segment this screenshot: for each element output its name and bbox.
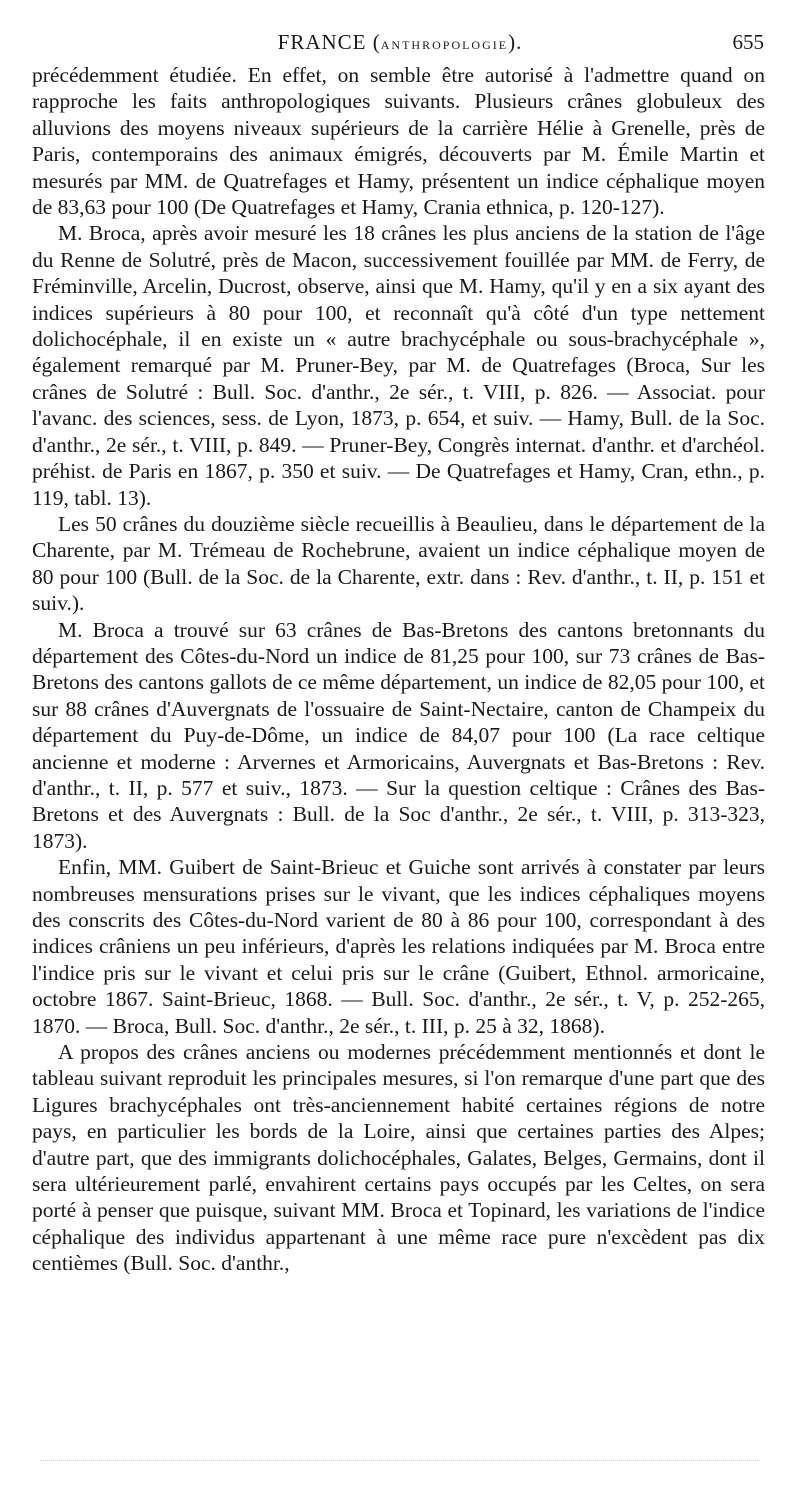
running-title xyxy=(0,30,800,55)
running-title-end: ). xyxy=(508,30,523,54)
paragraph-6: A propos des crânes anciens ou modernes précédemment mentionnés et dont le tableau suivant reproduit les principales mesures, si l'on remarque d'une part que des Ligures brachycéphales ont très-anciennement habité certaines régions de notre pays, en particulier les bords de la Loire, ainsi que certaines parties des Alpes; d'autre part, que des immigrants dolichocéphales, Galates, Belges, Germains, dont il sera ultérieurement parlé, envahirent certains pays occupés par les Celtes, on sera porté à penser que puisque, suivant MM. Broca et Topinard, les variations de l'indice céphalique des individus appartenant à une même race pure n'excèdent pas dix centièmes (Bull. Soc. d'anthr., xyxy=(32,1040,765,1276)
paragraph-4: M. Broca a trouvé sur 63 crânes de Bas-Bretons des cantons bretonnants du département des Côtes-du-Nord un indice de 81,25 pour 100, sur 73 crânes de Bas-Bretons des cantons gallots de ce même département, un indice de 82,05 pour 100, et sur 88 crânes d'Auvergnats de l'ossuaire de Saint-Nectaire, canton de Champeix du département du Puy-de-Dôme, un indice de 84,07 pour 100 (La race celtique ancienne et moderne : Arvernes et Armoricains, Auvergnats et Bas-Bretons : Rev. d'anthr., t. II, p. 577 et suiv., 1873. — Sur la question celtique : Crânes des Bas-Bretons et des Auvergnats : Bull. de la Soc d'anthr., 2e sér., t. VIII, p. 313-323, 1873). xyxy=(32,617,765,853)
running-title-subject: anthropologie xyxy=(380,34,509,53)
paragraph-5: Enfin, MM. Guibert de Saint-Brieuc et Guiche sont arrivés à constater par leurs nombreuses mensurations prises sur le vivant, que les indices céphaliques moyens des conscrits des Côtes-du-Nord varient de 80 à 86 pour 100, correspondant à des indices crâniens un peu inférieurs, d'après les relations indiquées par M. Broca entre l'indice pris sur le vivant et celui pris sur le crâne (Guibert, Ethnol. armoricaine, octobre 1867. Saint-Brieuc, 1868. — Bull. Soc. d'anthr., 2e sér., t. V, p. 252-265, 1870. — Broca, Bull. Soc. d'anthr., 2e sér., t. III, p. 25 à 32, 1868). xyxy=(32,855,765,1038)
paragraph-1: précédemment étudiée. En effet, on semble être autorisé à l'admettre quand on rapproche les faits anthropologiques suivants. Plusieurs crânes globuleux des alluvions des moyens niveaux supérieurs de la carrière Hélie à Grenelle, près de Paris, contemporains des animaux émigrés, découverts par M. Émile Martin et mesurés par MM. de Quatrefages et Hamy, présentent un indice céphalique moyen de 83,63 pour 100 (De Quatrefages et Hamy, Crania ethnica, p. 120-127). xyxy=(32,63,765,220)
page-number: 655 xyxy=(732,30,764,54)
running-header xyxy=(0,30,800,58)
scan-bleed-through xyxy=(40,1460,760,1465)
body-text xyxy=(32,62,765,1277)
paragraph-2: M. Broca, après avoir mesuré les 18 crânes les plus anciens de la station de l'âge du Renne de Solutré, près de Macon, successivement fouillée par MM. de Ferry, de Fréminville, Arcelin, Ducrost, observe, ainsi que M. Hamy, qu'il y en a six ayant des indices supérieurs à 80 pour 100, et reconnaît qu'à côté d'un type nettement dolichocéphale, il en existe un « autre brachycéphale ou sous-brachycéphale », également remarqué par M. Pruner-Bey, par M. de Quatrefages (Broca, Sur les crânes de Solutré : Bull. Soc. d'anthr., 2e sér., t. VIII, p. 826. — Associat. pour l'avanc. des sciences, sess. de Lyon, 1873, p. 654, et suiv. — Hamy, Bull. de la Soc. d'anthr., 2e sér., t. VIII, p. 849. — Pruner-Bey, Congrès internat. d'anthr. et d'archéol. préhist. de Paris en 1867, p. 350 et suiv. — De Quatrefages et Hamy, Cran, ethn., p. 119, tabl. 13). xyxy=(32,221,765,510)
running-title-main: FRANCE ( xyxy=(277,30,381,54)
paragraph-3: Les 50 crânes du douzième siècle recueillis à Beaulieu, dans le département de la Charente, par M. Trémeau de Rochebrune, avaient un indice céphalique moyen de 80 pour 100 (Bull. de la Soc. de la Charente, extr. dans : Rev. d'anthr., t. II, p. 151 et suiv.). xyxy=(32,511,765,616)
